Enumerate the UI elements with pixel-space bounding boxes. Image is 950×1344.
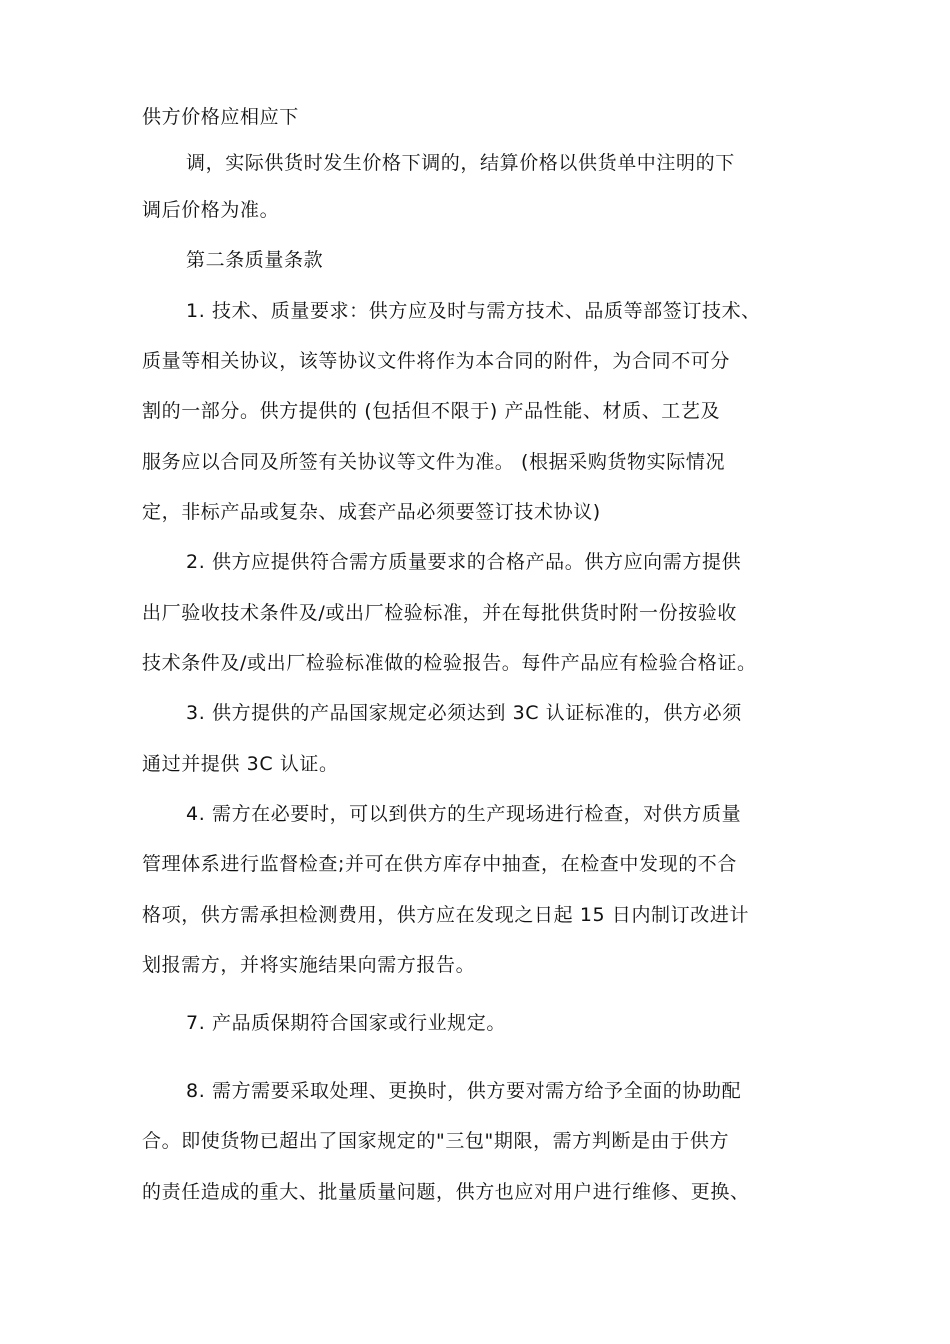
text-line: 7. 产品质保期符合国家或行业规定。 (186, 1012, 506, 1034)
text-line: 质量等相关协议，该等协议文件将作为本合同的附件，为合同不可分 (142, 350, 731, 372)
text-line: 格项，供方需承担检测费用，供方应在发现之日起 15 日内制订改进计 (142, 904, 750, 926)
text-line: 服务应以合同及所签有关协议等文件为准。 (根据采购货物实际情况 (142, 451, 726, 473)
text-line: 定，非标产品或复杂、成套产品必须要签订技术协议) (142, 501, 601, 523)
text-line: 2. 供方应提供符合需方质量要求的合格产品。供方应向需方提供 (186, 551, 742, 573)
text-line: 划报需方，并将实施结果向需方报告。 (142, 954, 476, 976)
section-heading: 第二条质量条款 (186, 249, 324, 271)
text-line: 技术条件及/或出厂检验标准做的检验报告。每件产品应有检验合格证。 (142, 652, 757, 674)
text-line: 供方价格应相应下 (142, 106, 299, 128)
text-line: 的责任造成的重大、批量质量问题，供方也应对用户进行维修、更换、 (142, 1181, 750, 1203)
text-line: 管理体系进行监督检查;并可在供方库存中抽查，在检查中发现的不合 (142, 853, 738, 875)
text-line: 调后价格为准。 (142, 199, 280, 221)
text-line: 通过并提供 3C 认证。 (142, 753, 339, 775)
text-line: 8. 需方需要采取处理、更换时，供方要对需方给予全面的协助配 (186, 1080, 742, 1102)
text-line: 3. 供方提供的产品国家规定必须达到 3C 认证标准的，供方必须 (186, 702, 742, 724)
text-line: 合。即使货物已超出了国家规定的"三包"期限，需方判断是由于供方 (142, 1130, 730, 1152)
text-line: 调，实际供货时发生价格下调的，结算价格以供货单中注明的下 (186, 152, 735, 174)
text-line: 出厂验收技术条件及/或出厂检验标准，并在每批供货时附一份按验收 (142, 602, 738, 624)
text-line: 1. 技术、质量要求：供方应及时与需方技术、品质等部签订技术、 (186, 300, 761, 322)
text-line: 割的一部分。供方提供的 (包括但不限于) 产品性能、材质、工艺及 (142, 400, 721, 422)
text-line: 4. 需方在必要时，可以到供方的生产现场进行检查，对供方质量 (186, 803, 742, 825)
